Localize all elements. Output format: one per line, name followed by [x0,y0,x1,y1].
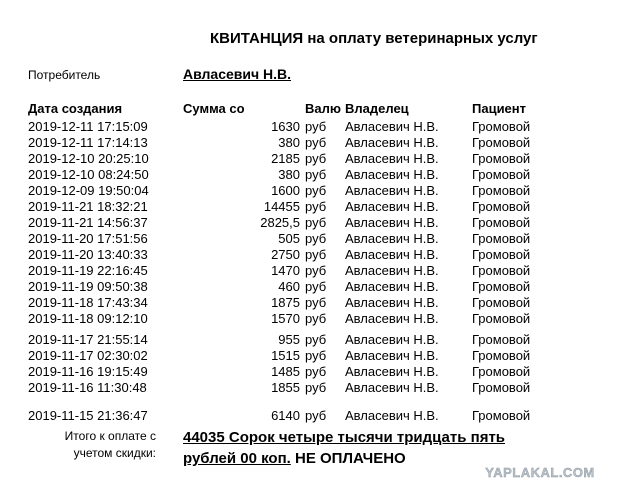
row-sum: 1485 [271,364,300,379]
row-owner: Авласевич Н.В. [345,332,439,347]
table-row [0,311,628,327]
row-date: 2019-11-20 17:51:56 [28,231,148,246]
row-currency: руб [305,348,327,363]
row-sum: 1855 [271,380,300,395]
header-patient: Пациент [472,101,527,116]
row-currency: руб [305,295,327,310]
row-owner: Авласевич Н.В. [345,380,439,395]
row-owner: Авласевич Н.В. [345,135,439,150]
row-currency: руб [305,135,327,150]
row-patient: Громовой [472,408,531,423]
row-currency: руб [305,151,327,166]
row-patient: Громовой [472,183,531,198]
table-row [0,183,628,199]
row-date: 2019-11-21 14:56:37 [28,215,148,230]
row-patient: Громовой [472,311,531,326]
row-date: 2019-11-18 09:12:10 [28,311,148,326]
row-patient: Громовой [472,215,531,230]
row-owner: Авласевич Н.В. [345,247,439,262]
total-amount-words: 44035 Сорок четыре тысячи тридцать пять [183,429,506,446]
table-row [0,408,628,424]
row-sum: 1630 [271,119,300,134]
header-sum: Сумма со [183,101,245,116]
table-row [0,135,628,151]
row-patient: Громовой [472,380,531,395]
row-sum: 2185 [271,151,300,166]
row-currency: руб [305,364,327,379]
row-currency: руб [305,263,327,278]
row-patient: Громовой [472,279,531,294]
table-row [0,279,628,295]
row-sum: 380 [278,167,300,182]
table-row [0,167,628,183]
row-patient: Громовой [472,199,531,214]
row-patient: Громовой [472,332,531,347]
table-row [0,151,628,167]
table-row [0,247,628,263]
row-date: 2019-12-11 17:14:13 [28,135,148,150]
row-owner: Авласевич Н.В. [345,167,439,182]
row-date: 2019-12-10 08:24:50 [28,167,149,182]
row-owner: Авласевич Н.В. [345,263,439,278]
watermark-logo [460,458,620,486]
row-patient: Громовой [472,263,531,278]
row-sum: 1875 [271,295,300,310]
row-sum: 460 [278,279,300,294]
row-currency: руб [305,119,327,134]
total-label: Итого к оплате с учетом скидки: [64,429,156,460]
row-currency: руб [305,183,327,198]
row-currency: руб [305,231,327,246]
svg-text:YAPLAKAL.COM: YAPLAKAL.COM [485,465,595,480]
row-owner: Авласевич Н.В. [345,311,439,326]
table-row [0,119,628,135]
total-amount [183,427,505,469]
row-sum: 14455 [263,199,300,214]
row-owner: Авласевич Н.В. [345,348,439,363]
row-currency: руб [305,332,327,347]
header-date: Дата создания [28,101,123,116]
table-row [0,215,628,231]
table-row [0,295,628,311]
row-currency: руб [305,199,327,214]
row-patient: Громовой [472,151,531,166]
row-date: 2019-11-15 21:36:47 [28,408,148,423]
row-date: 2019-11-20 13:40:33 [28,247,148,262]
row-patient: Громовой [472,247,531,262]
row-currency: руб [305,380,327,395]
row-owner: Авласевич Н.В. [345,231,439,246]
row-patient: Громовой [472,348,531,363]
consumer-label: Потребитель [28,68,101,82]
page-title: КВИТАНЦИЯ на оплату ветеринарных услуг [210,30,538,47]
row-date: 2019-12-11 17:15:09 [28,119,148,134]
row-currency: руб [305,311,327,326]
header-owner: Владелец [345,101,409,116]
row-sum: 1515 [271,348,300,363]
row-currency: руб [305,215,327,230]
row-date: 2019-11-17 21:55:14 [28,332,148,347]
table-row [0,263,628,279]
row-date: 2019-11-16 19:15:49 [28,364,148,379]
row-owner: Авласевич Н.В. [345,408,439,423]
row-date: 2019-12-09 19:50:04 [28,183,149,198]
row-patient: Громовой [472,167,531,182]
row-date: 2019-11-18 17:43:34 [28,295,148,310]
table-row [0,380,628,396]
table-row [0,231,628,247]
row-patient: Громовой [472,295,531,310]
row-owner: Авласевич Н.В. [345,199,439,214]
row-owner: Авласевич Н.В. [345,279,439,294]
row-patient: Громовой [472,135,531,150]
row-date: 2019-12-10 20:25:10 [28,151,149,166]
total-amount-kopecks: рублей 00 коп. [183,450,291,467]
table-row [0,348,628,364]
row-owner: Авласевич Н.В. [345,364,439,379]
row-owner: Авласевич Н.В. [345,295,439,310]
row-date: 2019-11-17 02:30:02 [28,348,148,363]
row-sum: 505 [278,231,300,246]
table-row [0,364,628,380]
row-sum: 2825,5 [260,215,300,230]
row-currency: руб [305,247,327,262]
header-currency: Валю [305,101,341,116]
row-sum: 1570 [271,311,300,326]
row-patient: Громовой [472,231,531,246]
row-owner: Авласевич Н.В. [345,151,439,166]
row-currency: руб [305,167,327,182]
table-row [0,199,628,215]
row-owner: Авласевич Н.В. [345,183,439,198]
row-date: 2019-11-19 22:16:45 [28,263,148,278]
row-sum: 955 [278,332,300,347]
row-owner: Авласевич Н.В. [345,215,439,230]
row-date: 2019-11-19 09:50:38 [28,279,148,294]
row-sum: 6140 [271,408,300,423]
table-row [0,332,628,348]
row-sum: 2750 [271,247,300,262]
row-sum: 1470 [271,263,300,278]
consumer-name: Авласевич Н.В. [183,66,292,82]
row-currency: руб [305,408,327,423]
row-date: 2019-11-16 11:30:48 [28,380,147,395]
row-patient: Громовой [472,119,531,134]
row-date: 2019-11-21 18:32:21 [28,199,148,214]
row-patient: Громовой [472,364,531,379]
payment-status: НЕ ОПЛАЧЕНО [294,450,406,467]
row-sum: 380 [278,135,300,150]
row-owner: Авласевич Н.В. [345,119,439,134]
row-sum: 1600 [271,183,300,198]
row-currency: руб [305,279,327,294]
